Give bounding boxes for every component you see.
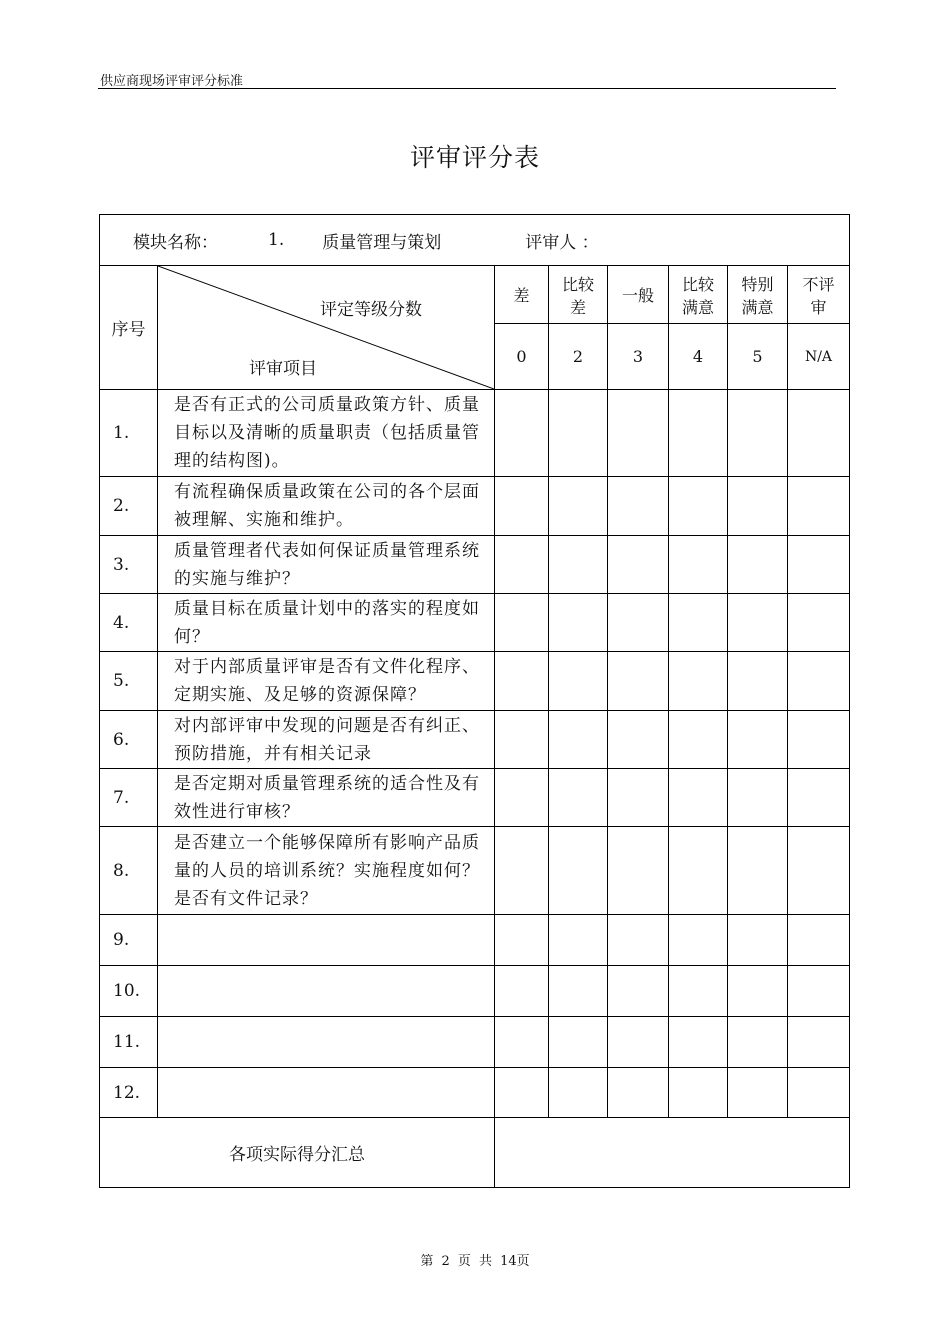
score-cell[interactable] bbox=[669, 1068, 728, 1118]
grade-score: 4 bbox=[669, 324, 728, 390]
module-label: 模块名称： bbox=[133, 232, 218, 253]
row-number: 2. bbox=[100, 477, 158, 536]
seq-header: 序号 bbox=[100, 266, 158, 390]
score-cell[interactable] bbox=[495, 390, 549, 477]
row-item[interactable] bbox=[158, 915, 495, 966]
grade-score: 0 bbox=[495, 324, 549, 390]
score-cell[interactable] bbox=[788, 1068, 850, 1118]
score-cell[interactable] bbox=[788, 477, 850, 536]
score-cell[interactable] bbox=[788, 594, 850, 652]
score-cell[interactable] bbox=[549, 711, 608, 769]
grade-header: 差 bbox=[495, 266, 549, 324]
score-cell[interactable] bbox=[788, 769, 850, 827]
row-number: 4. bbox=[100, 594, 158, 652]
score-cell[interactable] bbox=[608, 827, 669, 915]
table-row bbox=[100, 966, 850, 1017]
row-item: 质量目标在质量计划中的落实的程度如何？ bbox=[158, 594, 495, 652]
score-cell[interactable] bbox=[608, 711, 669, 769]
score-cell[interactable] bbox=[549, 594, 608, 652]
grade-header: 比较 差 bbox=[549, 266, 608, 324]
score-cell[interactable] bbox=[788, 915, 850, 966]
row-item: 有流程确保质量政策在公司的各个层面被理解、实施和维护。 bbox=[158, 477, 495, 536]
score-cell[interactable] bbox=[728, 1017, 788, 1068]
score-cell[interactable] bbox=[495, 652, 549, 711]
grade-score: 5 bbox=[728, 324, 788, 390]
table-row bbox=[100, 477, 850, 536]
row-item[interactable] bbox=[158, 1068, 495, 1118]
table-row bbox=[100, 1068, 850, 1118]
grade-header: 一般 bbox=[608, 266, 669, 324]
score-cell[interactable] bbox=[549, 390, 608, 477]
score-cell[interactable] bbox=[495, 711, 549, 769]
score-cell[interactable] bbox=[495, 827, 549, 915]
score-cell[interactable] bbox=[788, 827, 850, 915]
row-item: 对于内部质量评审是否有文件化程序、定期实施、及足够的资源保障？ bbox=[158, 652, 495, 711]
score-cell[interactable] bbox=[549, 477, 608, 536]
score-cell[interactable] bbox=[608, 1068, 669, 1118]
row-item[interactable] bbox=[158, 1017, 495, 1068]
page-footer: 第 2 页 共 14页 bbox=[420, 1254, 530, 1269]
score-table bbox=[99, 214, 850, 1188]
score-cell[interactable] bbox=[608, 477, 669, 536]
score-cell[interactable] bbox=[608, 652, 669, 711]
score-cell[interactable] bbox=[728, 711, 788, 769]
reviewer-label: 评审人 ： bbox=[525, 232, 599, 253]
score-cell[interactable] bbox=[669, 536, 728, 594]
running-header: 供应商现场评审评分标准 bbox=[100, 74, 244, 89]
table-row bbox=[100, 652, 850, 711]
score-cell[interactable] bbox=[728, 966, 788, 1017]
row-item: 是否建立一个能够保障所有影响产品质量的人员的培训系统？实施程度如何？是否有文件记录？ bbox=[158, 827, 495, 915]
score-cell[interactable] bbox=[788, 1017, 850, 1068]
score-cell[interactable] bbox=[549, 966, 608, 1017]
score-cell[interactable] bbox=[728, 652, 788, 711]
diag-label-grade: 评定等级分数 bbox=[320, 300, 422, 320]
score-cell[interactable] bbox=[728, 536, 788, 594]
score-cell[interactable] bbox=[608, 536, 669, 594]
score-cell[interactable] bbox=[728, 827, 788, 915]
score-cell[interactable] bbox=[669, 1017, 728, 1068]
grade-header: 比较 满意 bbox=[669, 266, 728, 324]
score-cell[interactable] bbox=[788, 711, 850, 769]
row-item: 对内部评审中发现的问题是否有纠正、预防措施，并有相关记录 bbox=[158, 711, 495, 769]
table-row bbox=[100, 769, 850, 827]
row-number: 11. bbox=[100, 1017, 158, 1068]
score-cell[interactable] bbox=[608, 769, 669, 827]
score-cell[interactable] bbox=[669, 390, 728, 477]
summary-value-cell[interactable] bbox=[495, 1118, 850, 1188]
table-row bbox=[100, 827, 850, 915]
score-cell[interactable] bbox=[495, 769, 549, 827]
score-cell[interactable] bbox=[495, 915, 549, 966]
score-cell[interactable] bbox=[608, 390, 669, 477]
table-row bbox=[100, 390, 850, 477]
row-number: 10. bbox=[100, 966, 158, 1017]
row-number: 6. bbox=[100, 711, 158, 769]
score-cell[interactable] bbox=[669, 827, 728, 915]
header-rule bbox=[98, 88, 836, 89]
score-cell[interactable] bbox=[495, 594, 549, 652]
score-cell[interactable] bbox=[669, 652, 728, 711]
score-cell[interactable] bbox=[728, 1068, 788, 1118]
score-cell[interactable] bbox=[549, 827, 608, 915]
table-row bbox=[100, 1017, 850, 1068]
score-cell[interactable] bbox=[669, 915, 728, 966]
grade-header: 特别 满意 bbox=[728, 266, 788, 324]
row-number: 5. bbox=[100, 652, 158, 711]
score-cell[interactable] bbox=[669, 594, 728, 652]
score-cell[interactable] bbox=[728, 769, 788, 827]
row-item: 是否定期对质量管理系统的适合性及有效性进行审核？ bbox=[158, 769, 495, 827]
module-number: 1. bbox=[268, 230, 285, 250]
row-number: 3. bbox=[100, 536, 158, 594]
score-cell[interactable] bbox=[788, 652, 850, 711]
diagonal-line bbox=[158, 266, 494, 389]
table-row bbox=[100, 711, 850, 769]
score-cell[interactable] bbox=[549, 769, 608, 827]
score-cell[interactable] bbox=[728, 477, 788, 536]
page-title: 评审评分表 bbox=[409, 143, 540, 172]
diag-label-item: 评审项目 bbox=[249, 359, 317, 379]
row-number: 9. bbox=[100, 915, 158, 966]
score-cell[interactable] bbox=[608, 915, 669, 966]
score-cell[interactable] bbox=[495, 1068, 549, 1118]
score-cell[interactable] bbox=[549, 652, 608, 711]
score-cell[interactable] bbox=[495, 536, 549, 594]
row-number: 12. bbox=[100, 1068, 158, 1118]
score-cell[interactable] bbox=[549, 1017, 608, 1068]
row-number: 1. bbox=[100, 390, 158, 477]
score-cell[interactable] bbox=[495, 477, 549, 536]
score-cell[interactable] bbox=[788, 536, 850, 594]
diagonal-header bbox=[158, 266, 495, 390]
row-number: 8. bbox=[100, 827, 158, 915]
table-row bbox=[100, 915, 850, 966]
table-row bbox=[100, 594, 850, 652]
score-cell[interactable] bbox=[669, 477, 728, 536]
score-cell[interactable] bbox=[549, 536, 608, 594]
summary-label: 各项实际得分汇总 bbox=[100, 1118, 495, 1188]
grade-score: N/A bbox=[788, 324, 850, 390]
score-cell[interactable] bbox=[728, 594, 788, 652]
score-cell[interactable] bbox=[788, 390, 850, 477]
score-cell[interactable] bbox=[608, 1017, 669, 1068]
score-cell[interactable] bbox=[728, 915, 788, 966]
row-number: 7. bbox=[100, 769, 158, 827]
summary-row bbox=[100, 1118, 850, 1188]
row-item[interactable] bbox=[158, 966, 495, 1017]
score-cell[interactable] bbox=[669, 769, 728, 827]
score-cell[interactable] bbox=[669, 966, 728, 1017]
score-cell[interactable] bbox=[608, 966, 669, 1017]
score-cell[interactable] bbox=[495, 1017, 549, 1068]
score-cell[interactable] bbox=[728, 390, 788, 477]
grade-score: 3 bbox=[608, 324, 669, 390]
table-row bbox=[100, 536, 850, 594]
module-name: 质量管理与策划 bbox=[322, 232, 442, 253]
score-cell[interactable] bbox=[608, 594, 669, 652]
score-cell[interactable] bbox=[669, 711, 728, 769]
row-item: 质量管理者代表如何保证质量管理系统的实施与维护？ bbox=[158, 536, 495, 594]
row-item: 是否有正式的公司质量政策方针、质量目标以及清晰的质量职责（包括质量管理的结构图)。 bbox=[158, 390, 495, 477]
grade-header: 不评 审 bbox=[788, 266, 850, 324]
score-cell[interactable] bbox=[495, 966, 549, 1017]
grade-score: 2 bbox=[549, 324, 608, 390]
score-cell[interactable] bbox=[549, 915, 608, 966]
score-cell[interactable] bbox=[788, 966, 850, 1017]
module-row bbox=[100, 215, 850, 266]
score-cell[interactable] bbox=[549, 1068, 608, 1118]
